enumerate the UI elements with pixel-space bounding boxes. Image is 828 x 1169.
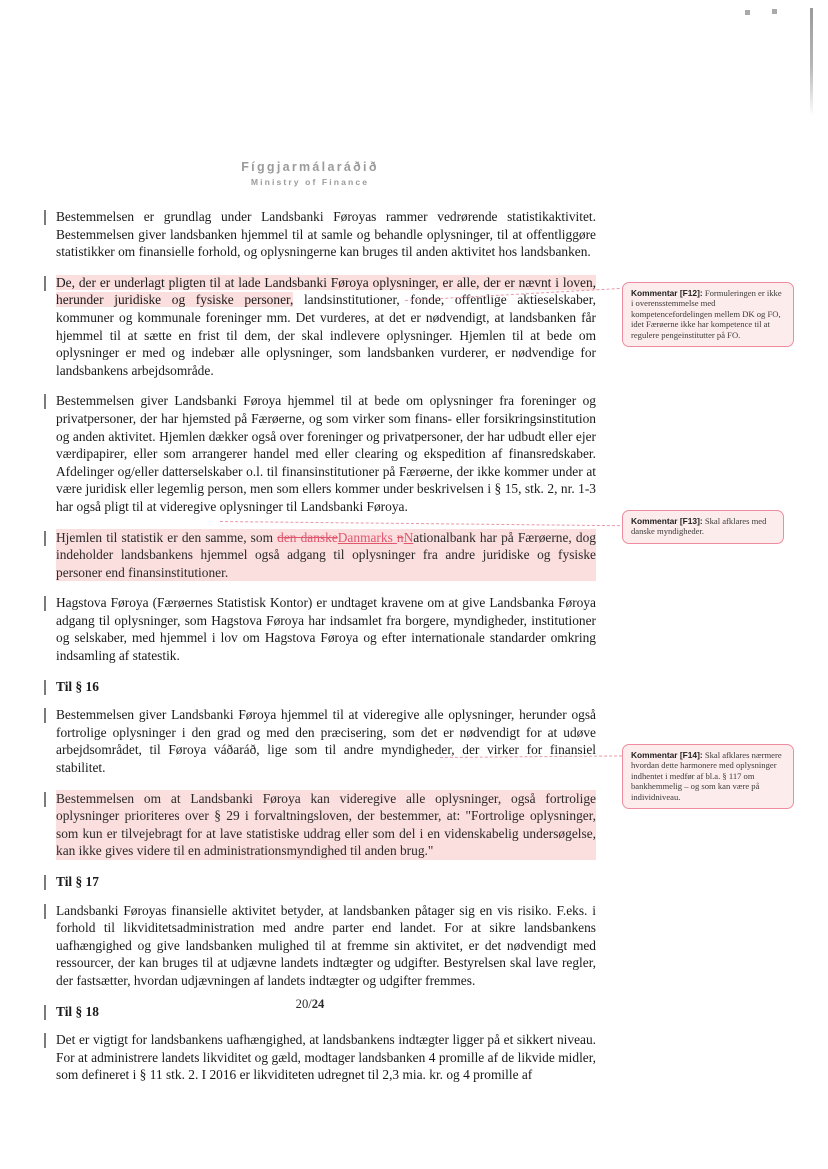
paragraph-tracked-change <box>56 529 596 582</box>
comment-tag: Kommentar [F13]: <box>631 516 703 526</box>
paragraph-text: Bestemmelsen giver Landsbanki Føroya hjemmel til at videregive alle oplysninger, herunder også fortrolige oplysninger i den grad og med den præcisering, som det er nødvendigt for at udøve arbejdsområdet, til Føroya váðaráð, lige som til andre myndigheder, der virker for finansiel stabilitet. <box>56 707 596 776</box>
total-page-count: 24 <box>311 997 325 1011</box>
comment-balloon-f13[interactable] <box>622 510 784 544</box>
paragraph-text: ationalbank har på Færøerne, dog indeholder landsbankens hjemmel også adgang til oplysninger fra andre juridiske og fysiske personer end finansinstitutioner. <box>56 529 596 580</box>
comment-text: Formuleringen er ikke i overensstemmelse med kompetencefordelingen mellem DK og FO, idet Færøerne ikke har kompetence til at regulere pengeinstitutter på FO. <box>631 288 782 340</box>
paragraph <box>56 1031 596 1084</box>
inserted-text: Danmarks <box>337 529 397 545</box>
paragraph-highlighted <box>56 790 596 860</box>
paragraph <box>56 274 596 380</box>
current-page-number: 20/ <box>295 997 312 1011</box>
paragraph-text: Bestemmelsen er grundlag under Landsbanki Føroyas rammer vedrørende statistikaktivitet. Bestemmelsen giver landsbanken hjemmel til at samle og behandle oplysninger, til at offentliggøre statistikker om finansielle forhold, og oplysningerne kan bruges til anden aktivitet hos landsbanken. <box>56 209 596 260</box>
paragraph <box>56 706 596 776</box>
deleted-text: den danske <box>277 529 338 545</box>
scan-speck-artifact <box>745 10 750 15</box>
comment-text: Skal afklares med danske myndigheder. <box>631 516 767 537</box>
comment-text: Skal afklares nærmere hvordan dette harmonere med oplysninger indhentet i medfør af bl.a. § 117 om bankhemmelig – og som kan være på individniveau. <box>631 750 782 802</box>
comment-tag: Kommentar [F12]: <box>631 288 703 298</box>
scan-edge-artifact <box>810 8 813 116</box>
page-footer <box>0 997 620 1012</box>
document-body <box>56 208 596 1084</box>
inserted-text: N <box>403 529 414 545</box>
paragraph-text: Bestemmelsen giver Landsbanki Føroya hjemmel til at bede om oplysninger fra foreninger og privatpersoner, der har hjemsted på Færøerne, og som virker som finans- eller forsikringsinstitution og anden aktivitet. Hjemlen dækker også over foreninger og privatpersoner, der har udbudt eller ejer værdipapirer, eller som arrangerer handel med eller clearing og ekspedition af finansredskaber. Afdelinger og/eller datterselskaber o.l. til finansinstitutioner på Færøerne, der ikke kommer under at være juridisk eller legemlig person, men som ellers kommer under beskrivelsen i § 15, stk. 2, nr. 1-3 har også pligt til at videregive oplysninger til Landsbanki Føroya. <box>56 393 596 514</box>
paragraph-text: Hagstova Føroya (Færøernes Statistisk Kontor) er undtaget kravene om at give Landsbanka Føroya adgang til oplysninger, som Hagstova Føroya har indsamlet fra borgere, myndigheder, institutioner og selskaber, med hjemmel i lov om Hagstova Føroya og efter internationale standarder omkring indsamling af statestik. <box>56 595 596 664</box>
letterhead <box>0 160 620 187</box>
ministry-name-native: Fíggjarmálaráðið <box>241 160 379 174</box>
paragraph <box>56 392 596 515</box>
paragraph <box>56 208 596 261</box>
paragraph-text: Bestemmelsen om at Landsbanki Føroya kan videregive alle oplysninger, også fortrolige oplysninger prioriteres over § 29 i forvaltningsloven, der bestemmer, at: "Fortrolige oplysninger, som kun er tilvejebragt for at lave statistiske uddrag eller som del i en videnskabelig undersøgelse, kan ikke gives videre til en administrationsmyndighed til anden brug." <box>56 790 596 859</box>
paragraph <box>56 594 596 664</box>
comment-balloon-f12[interactable] <box>622 282 794 347</box>
paragraph-text: Landsbanki Føroyas finansielle aktivitet betyder, at landsbanken påtager sig en vis risiko. F.eks. i forhold til likviditetsadministration med andre parter end landet. For at sikre landsbankens uafhængighed og give landsbanken mulighed til at fremme sin aktivitet, er det nødvendigt med ressourcer, der kan bruges til at udjævne landets indtægter og udgifter. Bestyrelsen skal lave regler, der fastsætter, hvordan udjævningen af landets indtægter og udgifter fremmes. <box>56 902 596 988</box>
section-heading-17: Til § 17 <box>56 873 596 891</box>
paragraph <box>56 902 596 990</box>
paragraph-text: Det er vigtigt for landsbankens uafhængighed, at landsbankens indtægter ligger på et sikkert niveau. For at administrere landets likviditet og gæld, modtager landsbanken 4 promille af de likvide midler, som defineret i § 11 stk. 2. I 2016 er likviditeten udregnet til 2,3 mia. kr. og 4 promille af <box>56 1032 596 1083</box>
paragraph-text: landsinstitutioner, fonde, offentlige aktieselskaber, kommuner og kommunale foreninger mm. Det vurderes, at det er nødvendigt, at landsbanken får hjemmel til at sætte en frist til dem, der skal indlevere oplysninger. Hjemlen til at bede om oplysninger er med og indebær alle oplysninger, som landsbanken vurderer, er nødvendige for landsbankens arbejdsområde. <box>56 292 596 378</box>
section-heading-16: Til § 16 <box>56 678 596 696</box>
deleted-text: n <box>396 529 404 545</box>
scan-speck-artifact <box>772 9 777 14</box>
section-heading-18: Til § 18 <box>56 1003 596 1021</box>
highlighted-text: De, der er underlagt pligten til at lade Landsbanki Føroya oplysninger, er alle, der er nævnt i loven, herunder juridiske og fysiske personer, <box>56 274 596 308</box>
ministry-name-english: Ministry of Finance <box>250 177 370 187</box>
paragraph-text: Hjemlen til statistik er den samme, som <box>56 529 278 545</box>
comment-tag: Kommentar [F14]: <box>631 750 703 760</box>
comment-balloon-f14[interactable] <box>622 744 794 809</box>
